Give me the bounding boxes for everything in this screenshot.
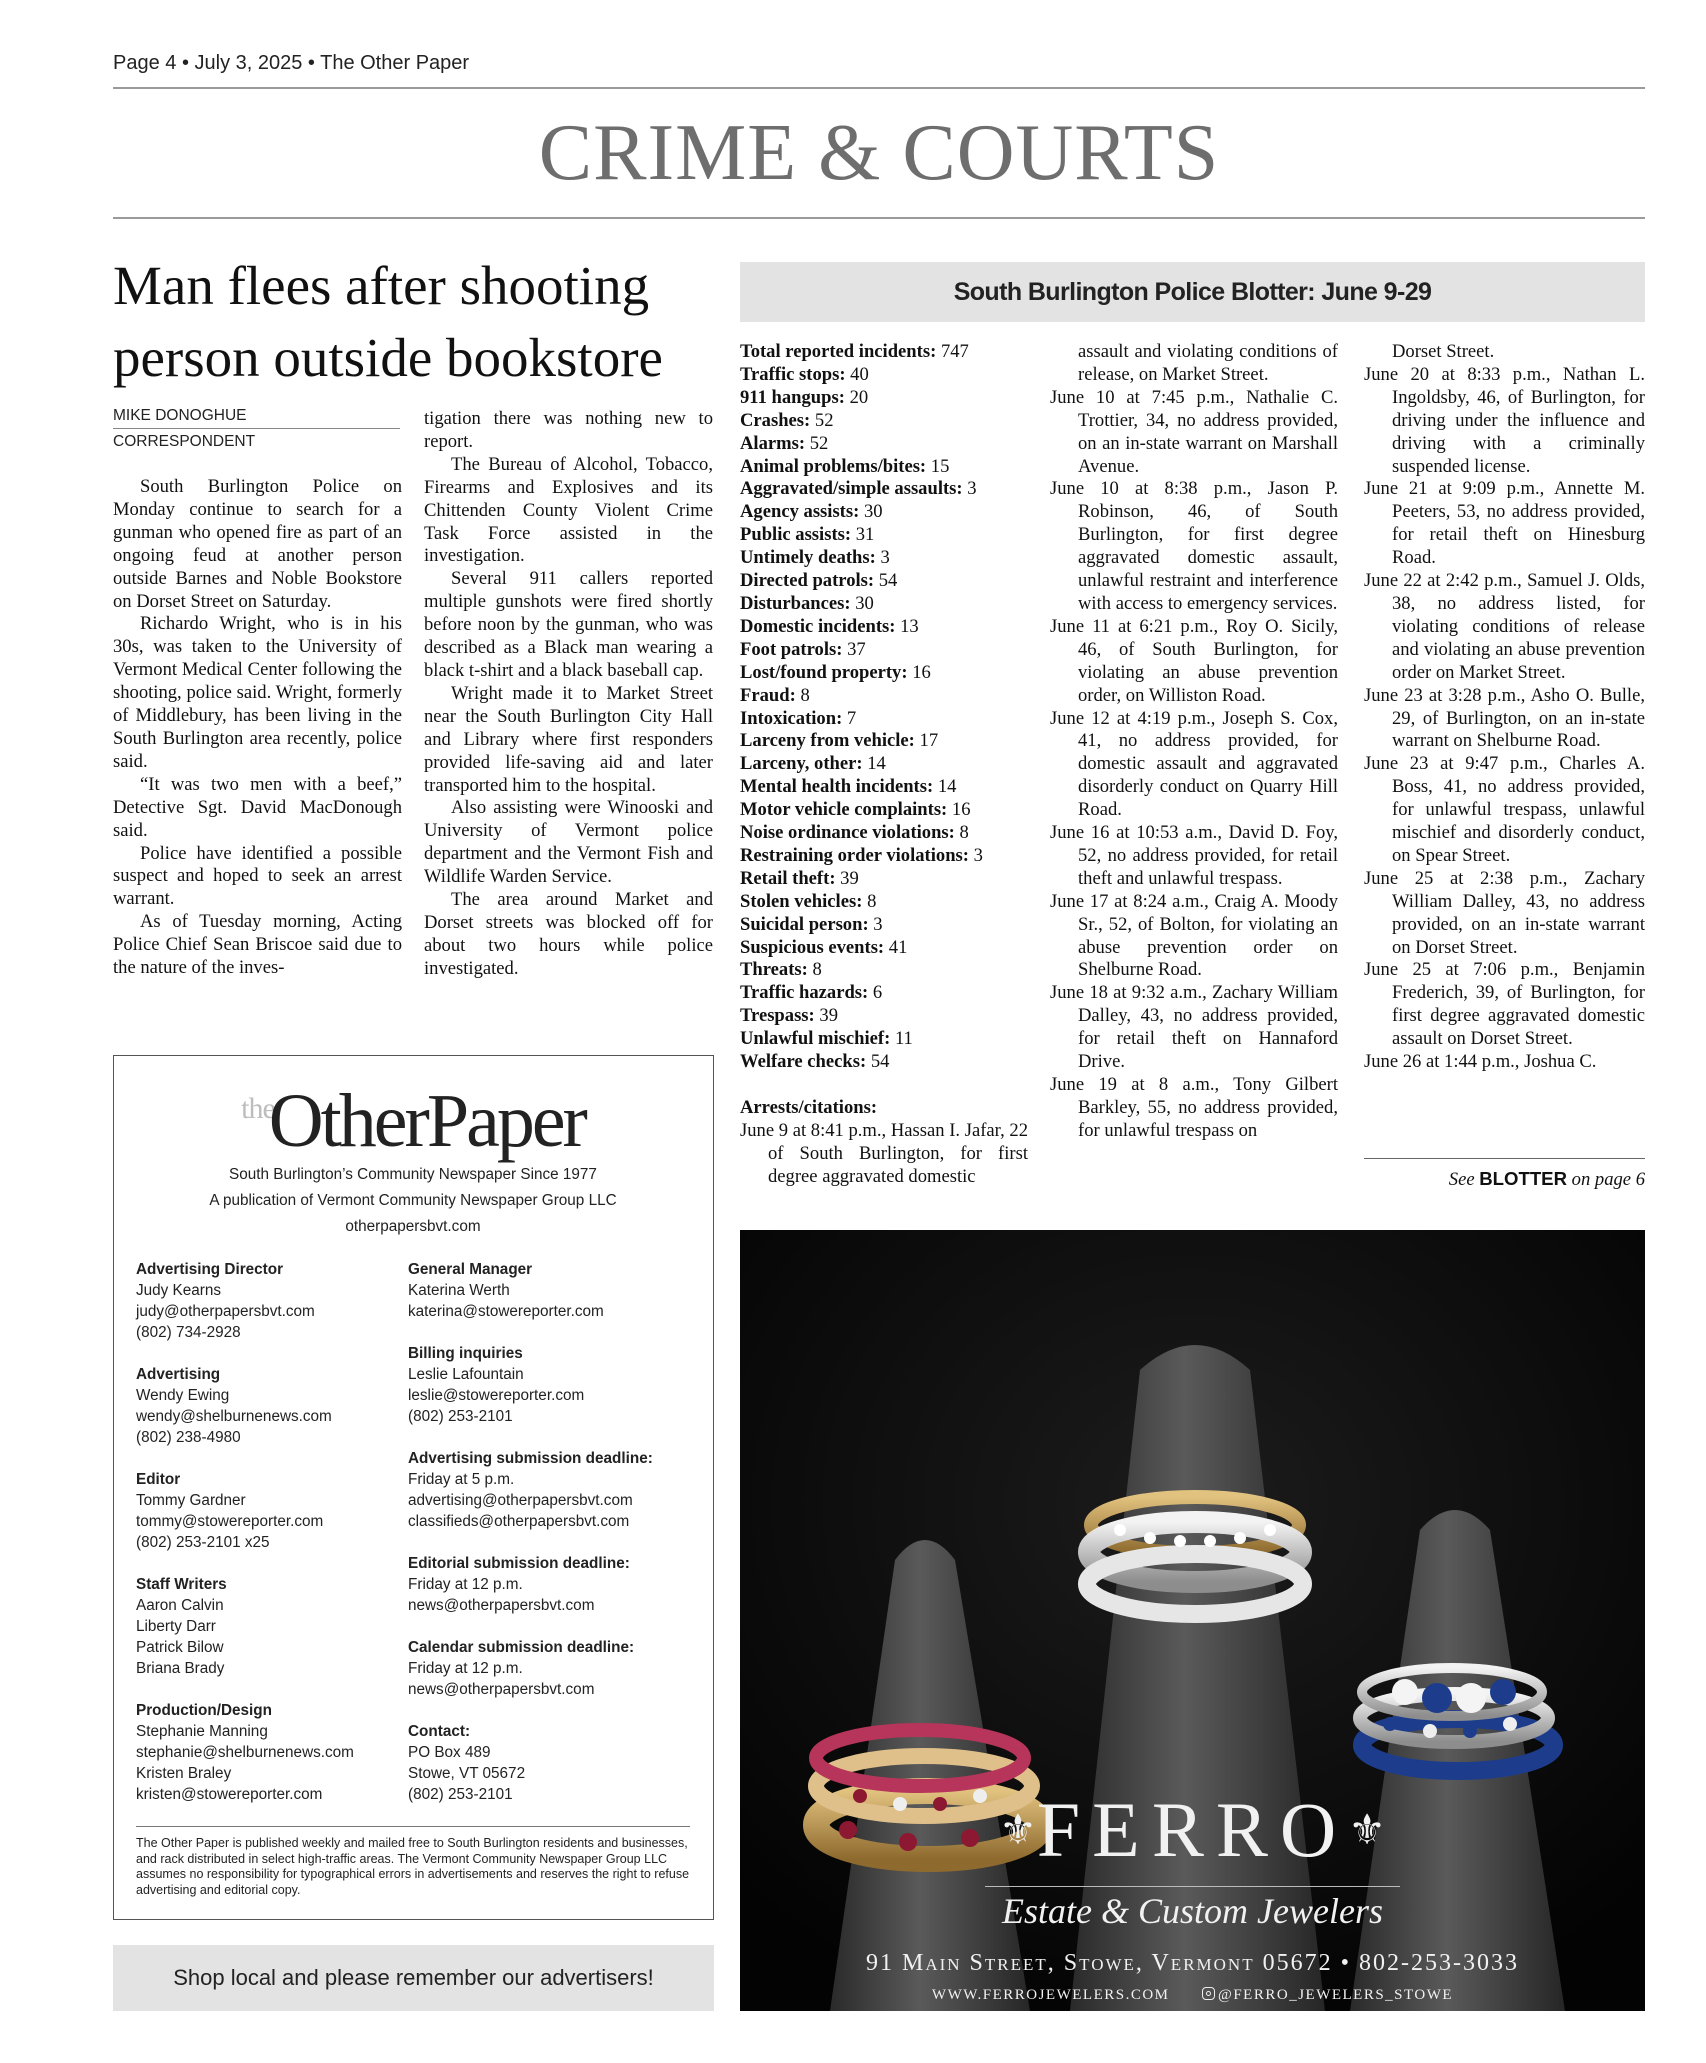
article-headline: Man flees after shooting person outside bookstore xyxy=(113,255,663,388)
stat-value: 39 xyxy=(819,1005,838,1027)
blotter-stat xyxy=(740,982,1028,1005)
stat-label: Traffic stops: xyxy=(740,363,846,385)
masthead-contact-line: Stowe, VT 05672 xyxy=(408,1765,526,1782)
blotter-column-2 xyxy=(1050,341,1338,1143)
blotter-stat xyxy=(740,501,1028,524)
blotter-entry: June 25 at 2:38 p.m., Zachary William Dalley, 43, no address provided, on an in-state warrant on Dorset Street. xyxy=(1364,867,1645,958)
stat-value: 3 xyxy=(973,844,983,866)
stat-label: Traffic hazards: xyxy=(740,982,869,1004)
stat-label: Unlawful mischief: xyxy=(740,1028,891,1050)
masthead-contact-line: Judy Kearns xyxy=(136,1282,222,1299)
masthead-contact-line: Briana Brady xyxy=(136,1660,225,1677)
blotter-stat xyxy=(740,730,1028,753)
blotter-stat xyxy=(740,1028,1028,1051)
masthead-contact-line: katerina@stowereporter.com xyxy=(408,1303,604,1320)
blotter-stat xyxy=(740,845,1028,868)
blotter-stat xyxy=(740,593,1028,616)
stat-label: Foot patrols: xyxy=(740,638,843,660)
masthead-contact-block xyxy=(136,1259,396,1343)
stat-label: Agency assists: xyxy=(740,501,860,523)
article-paragraph: Also assisting were Winooski and University of Vermont police department and the Vermont Fish and Wildlife Warden Service. xyxy=(424,797,713,888)
stat-value: 16 xyxy=(912,661,931,683)
stat-value: 54 xyxy=(870,1051,890,1073)
shop-local-banner: Shop local and please remember our advertisers! xyxy=(113,1945,714,2011)
blotter-entry: June 10 at 7:45 p.m., Nathalie C. Trottier, 34, no address provided, on an in-state warrant on Marshall Avenue. xyxy=(1050,386,1338,477)
masthead-contact-line: Katerina Werth xyxy=(408,1282,510,1299)
masthead-contact-line: Friday at 5 p.m. xyxy=(408,1471,515,1488)
stat-value: 8 xyxy=(867,890,877,912)
masthead-contact-line: tommy@stowereporter.com xyxy=(136,1513,324,1530)
stat-label: Suicidal person: xyxy=(740,913,869,935)
stat-value: 52 xyxy=(809,432,829,454)
blotter-stat xyxy=(740,959,1028,982)
masthead-contact-block xyxy=(408,1448,698,1532)
stat-value: 15 xyxy=(930,455,950,477)
blotter-entry: June 19 at 8 a.m., Tony Gilbert Barkley, 55, no address provided, for unlawful trespass on xyxy=(1050,1074,1338,1141)
article-paragraph: The area around Market and Dorset streets was blocked off for about two hours while police investigated. xyxy=(424,889,713,979)
blotter-stat xyxy=(740,914,1028,937)
masthead-contact-line: Tommy Gardner xyxy=(136,1492,246,1509)
stat-label: 911 hangups: xyxy=(740,386,845,408)
masthead-staff-left xyxy=(136,1259,396,1826)
see-rule xyxy=(1364,1158,1645,1159)
stat-value: 41 xyxy=(888,936,908,958)
article-paragraph: Wright made it to Market Street near the South Burlington City Hall and Library where first responders provided life-saving aid and later transported him to the hospital. xyxy=(424,682,713,796)
masthead-rule xyxy=(136,1826,690,1827)
blotter-header: South Burlington Police Blotter: June 9-29 xyxy=(740,262,1645,322)
blotter-stat xyxy=(740,639,1028,662)
masthead-contact-line: Friday at 12 p.m. xyxy=(408,1576,523,1593)
stat-value: 13 xyxy=(900,615,919,637)
stat-value: 7 xyxy=(846,707,857,729)
instagram-icon xyxy=(1202,1987,1215,2000)
stat-label: Restraining order violations: xyxy=(740,844,969,866)
masthead-contact-block xyxy=(136,1574,396,1679)
blotter-entry: June 11 at 6:21 p.m., Roy O. Sicily, 46, of South Burlington, for violating an abuse prevention order, on Williston Road. xyxy=(1050,615,1338,706)
blotter-stat xyxy=(740,1051,1028,1074)
top-rule xyxy=(113,87,1645,89)
byline-name: MIKE DONOGHUE xyxy=(113,407,247,424)
stat-value: 40 xyxy=(850,363,869,385)
stat-value: 20 xyxy=(849,386,869,408)
section-rule xyxy=(113,217,1645,219)
stat-label: Threats: xyxy=(740,959,808,981)
article-paragraph: South Burlington Police on Monday continue to search for a gunman who opened fire as part of an ongoing feud at another person outside Barnes and Noble Bookstore on Dorset Street on Saturday. xyxy=(113,476,402,612)
masthead-contact-line: Patrick Bilow xyxy=(136,1639,224,1656)
stat-value: 16 xyxy=(951,799,971,821)
blotter-stats xyxy=(740,341,1028,1074)
blotter-stat xyxy=(740,456,1028,479)
blotter-entry: June 23 at 9:47 p.m., Charles A. Boss, 41, no address provided, for unlawful trespass, unlawful mischief and disorderly conduct, on Spear Street. xyxy=(1364,753,1645,866)
ad-divider xyxy=(985,1886,1400,1887)
blotter-entry: June 10 at 8:38 p.m., Jason P. Robinson, 46, of South Burlington, for first degree aggravated domestic assault, unlawful restraint and interference with access to emergency services. xyxy=(1050,478,1338,614)
masthead-role: Editor xyxy=(136,1471,181,1488)
masthead-contact-block xyxy=(408,1637,698,1700)
stat-label: Motor vehicle complaints: xyxy=(740,799,948,821)
blotter-entry: June 22 at 2:42 p.m., Samuel J. Olds, 38, no address listed, for violating conditions of release and violating an abuse prevention order on Market Street. xyxy=(1364,570,1645,683)
stat-label: Lost/found property: xyxy=(740,661,908,683)
article-paragraph: As of Tuesday morning, Acting Police Chief Sean Briscoe said due to the nature of the inves- xyxy=(113,911,402,979)
blotter-entry: June 25 at 7:06 p.m., Benjamin Frederich, 39, of Burlington, for first degree aggravated domestic assault on Dorset Street. xyxy=(1364,959,1645,1050)
masthead-contact-line: (802) 238-4980 xyxy=(136,1429,241,1446)
masthead-role: Advertising Director xyxy=(136,1261,284,1278)
page-folio: Page 4 • July 3, 2025 • The Other Paper xyxy=(113,52,470,74)
stat-label: Alarms: xyxy=(740,432,806,454)
masthead-contact-line: Stephanie Manning xyxy=(136,1723,268,1740)
stat-label: Larceny from vehicle: xyxy=(740,730,915,752)
stat-label: Trespass: xyxy=(740,1005,815,1027)
article-paragraph: Richardo Wright, who is in his 30s, was taken to the University of Vermont Medical Center following the shooting, police said. Wright, formerly of Middlebury, has been living in the South Burlington area recently, police said. xyxy=(113,613,402,772)
masthead-contact-line: Friday at 12 p.m. xyxy=(408,1660,523,1677)
blotter-stat xyxy=(740,433,1028,456)
masthead-contact-line: stephanie@shelburnenews.com xyxy=(136,1744,354,1761)
blotter-column-1 xyxy=(740,341,1028,1189)
stat-value: 3 xyxy=(880,547,890,569)
blotter-stat xyxy=(740,547,1028,570)
blotter-stat xyxy=(740,524,1028,547)
stat-value: 30 xyxy=(863,501,883,523)
blotter-entry: June 17 at 8:24 a.m., Craig A. Moody Sr., 52, of Bolton, for violating an abuse prevention order on Shelburne Road. xyxy=(1050,890,1338,981)
ad-website-link[interactable]: WWW.FERROJEWELERS.COM xyxy=(931,1987,1170,2003)
ferro-jewelers-ad[interactable] xyxy=(740,1230,1645,2011)
masthead-role: Calendar submission deadline: xyxy=(408,1639,635,1656)
byline-role: CORRESPONDENT xyxy=(113,433,256,450)
masthead-disclaimer: The Other Paper is published weekly and mailed free to South Burlington residents and businesses, and rack distributed in select high-traffic areas. The Vermont Community Newspaper Group LLC assumes no responsibility for typographical errors in advertisements and reserves the right to refuse advertising and editorial copy. xyxy=(136,1836,690,1897)
stat-label: Welfare checks: xyxy=(740,1051,867,1073)
article-paragraph: “It was two men with a beef,” Detective Sgt. David MacDonough said. xyxy=(113,773,402,841)
stat-value: 17 xyxy=(919,730,939,752)
stat-label: Animal problems/bites: xyxy=(740,455,927,477)
masthead-contact-block xyxy=(408,1259,698,1322)
arrests-heading: Arrests/citations: xyxy=(740,1096,878,1118)
blotter-stat xyxy=(740,937,1028,960)
blotter-entry-continued: assault and violating conditions of release, on Market Street. xyxy=(1078,341,1338,385)
masthead-contact-line: advertising@otherpapersbvt.com xyxy=(408,1492,633,1509)
ad-instagram-link[interactable]: @FERRO_JEWELERS_STOWE xyxy=(1218,1987,1454,2003)
masthead-publisher: A publication of Vermont Community Newspaper Group LLC xyxy=(209,1192,617,1209)
stat-label: Untimely deaths: xyxy=(740,547,876,569)
article-paragraph: Police have identified a possible suspect and hoped to seek an arrest warrant. xyxy=(113,842,402,910)
masthead-contact-line: (802) 253-2101 xyxy=(408,1786,513,1803)
blotter-entry: June 20 at 8:33 p.m., Nathan L. Ingoldsby, 46, of Burlington, for driving under the influence and driving with a criminally suspended license. xyxy=(1364,363,1645,477)
blotter-entry: June 18 at 9:32 a.m., Zachary William Dalley, 43, no address provided, for retail theft on Hannaford Drive. xyxy=(1050,982,1338,1073)
masthead-role: Production/Design xyxy=(136,1702,272,1719)
stat-value: 8 xyxy=(800,684,810,706)
blotter-stat xyxy=(740,753,1028,776)
stat-value: 14 xyxy=(867,753,886,775)
masthead-staff-right xyxy=(408,1259,698,1826)
blotter-entry-continued: Dorset Street. xyxy=(1392,341,1495,362)
blotter-entry: June 21 at 9:09 p.m., Annette M. Peeters, 53, no address provided, for retail theft on Hinesburg Road. xyxy=(1364,478,1645,569)
masthead-contact-block xyxy=(136,1364,396,1448)
stat-value: 52 xyxy=(814,409,834,431)
masthead-contact-line: (802) 253-2101 x25 xyxy=(136,1534,270,1551)
stat-label: Public assists: xyxy=(740,524,852,546)
masthead-role: Advertising submission deadline: xyxy=(408,1450,653,1467)
masthead-contact-line: judy@otherpapersbvt.com xyxy=(136,1303,315,1320)
blotter-entry: June 26 at 1:44 p.m., Joshua C. xyxy=(1364,1051,1597,1073)
blotter-stat xyxy=(740,891,1028,914)
blotter-stat xyxy=(740,1005,1028,1028)
masthead-website: otherpapersbvt.com xyxy=(345,1218,481,1235)
stat-label: Mental health incidents: xyxy=(740,776,934,798)
stat-label: Noise ordinance violations: xyxy=(740,822,955,844)
byline-rule xyxy=(113,428,400,429)
blotter-entry: June 16 at 10:53 a.m., David D. Foy, 52, no address provided, for retail theft and unlawful trespass. xyxy=(1050,822,1338,889)
stat-value: 6 xyxy=(872,982,883,1004)
stat-value: 3 xyxy=(967,478,977,500)
blotter-entry: June 12 at 4:19 p.m., Joseph S. Cox, 41, no address provided, for domestic assault and aggravated disorderly conduct on Quarry Hill Road. xyxy=(1050,707,1338,821)
blotter-stat xyxy=(740,662,1028,685)
masthead-contact-line: (802) 253-2101 xyxy=(408,1408,513,1425)
masthead-box xyxy=(113,1055,714,1920)
stat-value: 14 xyxy=(937,776,957,798)
stat-value: 54 xyxy=(878,570,898,592)
masthead-role: Editorial submission deadline: xyxy=(408,1555,630,1572)
stat-label: Aggravated/simple assaults: xyxy=(740,478,963,500)
masthead-contact-line: news@otherpapersbvt.com xyxy=(408,1681,595,1698)
ad-web-links xyxy=(740,1986,1645,2004)
masthead-contact-line: classifieds@otherpapersbvt.com xyxy=(408,1513,630,1530)
stat-value: 11 xyxy=(894,1028,913,1050)
stat-label: Domestic incidents: xyxy=(740,615,896,637)
blotter-stat xyxy=(740,364,1028,387)
stat-value: 747 xyxy=(940,341,969,362)
stat-value: 37 xyxy=(847,638,866,660)
blotter-column-3 xyxy=(1364,341,1645,1074)
stat-label: Intoxication: xyxy=(740,707,843,729)
blotter-stat xyxy=(740,685,1028,708)
masthead-contact-block xyxy=(136,1700,396,1805)
article-column-2 xyxy=(424,408,713,981)
masthead-contact-line: Liberty Darr xyxy=(136,1618,216,1635)
blotter-stat xyxy=(740,410,1028,433)
masthead-contact-block xyxy=(408,1721,698,1805)
stat-label: Total reported incidents: xyxy=(740,341,937,362)
stat-label: Retail theft: xyxy=(740,867,836,889)
see-blotter-jump[interactable]: See BLOTTER on page 6 xyxy=(1448,1168,1645,1190)
stat-value: 31 xyxy=(855,524,875,546)
masthead-contact-line: Wendy Ewing xyxy=(136,1387,230,1404)
stat-label: Fraud: xyxy=(740,684,796,706)
masthead-role: Staff Writers xyxy=(136,1576,227,1593)
masthead-contact-line: (802) 734-2928 xyxy=(136,1324,241,1341)
article-paragraph: The Bureau of Alcohol, Tobacco, Firearms and Explosives and its Chittenden County Violent Crime Task Force assisted in the investigation. xyxy=(424,453,713,567)
blotter-stat xyxy=(740,478,1028,501)
masthead-contact-line: wendy@shelburnenews.com xyxy=(136,1408,332,1425)
stat-label: Directed patrols: xyxy=(740,570,875,592)
blotter-stat xyxy=(740,708,1028,731)
masthead-role: General Manager xyxy=(408,1261,533,1278)
article-column-1 xyxy=(113,476,402,980)
stat-label: Disturbances: xyxy=(740,592,851,614)
blotter-stat xyxy=(740,570,1028,593)
stat-value: 3 xyxy=(873,913,883,935)
masthead-role: Billing inquiries xyxy=(408,1345,523,1362)
blotter-entry: June 23 at 3:28 p.m., Asho O. Bulle, 29, of Burlington, on an in-state warrant on Shelburne Road. xyxy=(1364,684,1645,752)
stat-value: 8 xyxy=(959,822,969,844)
article-paragraph: tigation there was nothing new to report. xyxy=(424,408,713,452)
ad-address: 91 Main Street, Stowe, Vermont 05672 • 802-253-3033 xyxy=(866,1950,1519,1976)
stat-value: 8 xyxy=(812,959,822,981)
masthead-role: Contact: xyxy=(408,1723,471,1740)
blotter-stat xyxy=(740,799,1028,822)
blotter-stat xyxy=(740,616,1028,639)
masthead-role: Advertising xyxy=(136,1366,221,1383)
masthead-contact-block xyxy=(408,1553,698,1616)
masthead-contact-line: leslie@stowereporter.com xyxy=(408,1387,585,1404)
stat-label: Suspicious events: xyxy=(740,936,885,958)
masthead-contact-line: PO Box 489 xyxy=(408,1744,491,1761)
stat-label: Larceny, other: xyxy=(740,753,863,775)
stat-value: 39 xyxy=(840,867,859,889)
masthead-contact-line: kristen@stowereporter.com xyxy=(136,1786,323,1803)
masthead-contact-line: Aaron Calvin xyxy=(136,1597,224,1614)
blotter-stat xyxy=(740,776,1028,799)
section-title: CRIME & COURTS xyxy=(538,109,1220,197)
blotter-stat xyxy=(740,868,1028,891)
stat-value: 30 xyxy=(855,592,874,614)
masthead-contact-line: Leslie Lafountain xyxy=(408,1366,524,1383)
blotter-stat xyxy=(740,341,1028,364)
blotter-entry: June 9 at 8:41 p.m., Hassan I. Jafar, 22 of South Burlington, for first degree aggravated domestic xyxy=(740,1119,1028,1187)
blotter-stat xyxy=(740,387,1028,410)
ferro-logo: ⚜FERRO⚜ xyxy=(999,1786,1386,1873)
masthead-contact-line: news@otherpapersbvt.com xyxy=(408,1597,595,1614)
masthead-contact-block xyxy=(136,1469,396,1553)
the-other-paper-logo: $^{the}$OtherPaper xyxy=(241,1079,585,1163)
blotter-stat xyxy=(740,822,1028,845)
masthead-contact-line: Kristen Braley xyxy=(136,1765,232,1782)
masthead-contact-block xyxy=(408,1343,698,1427)
ad-subtitle: Estate & Custom Jewelers xyxy=(1002,1891,1383,1931)
stat-label: Stolen vehicles: xyxy=(740,890,863,912)
masthead-tagline: South Burlington’s Community Newspaper Since 1977 xyxy=(229,1166,597,1183)
stat-label: Crashes: xyxy=(740,409,811,431)
article-paragraph: Several 911 callers reported multiple gunshots were fired shortly before noon by the gunman, who was described as a Black man wearing a black t-shirt and a black baseball cap. xyxy=(424,568,713,681)
